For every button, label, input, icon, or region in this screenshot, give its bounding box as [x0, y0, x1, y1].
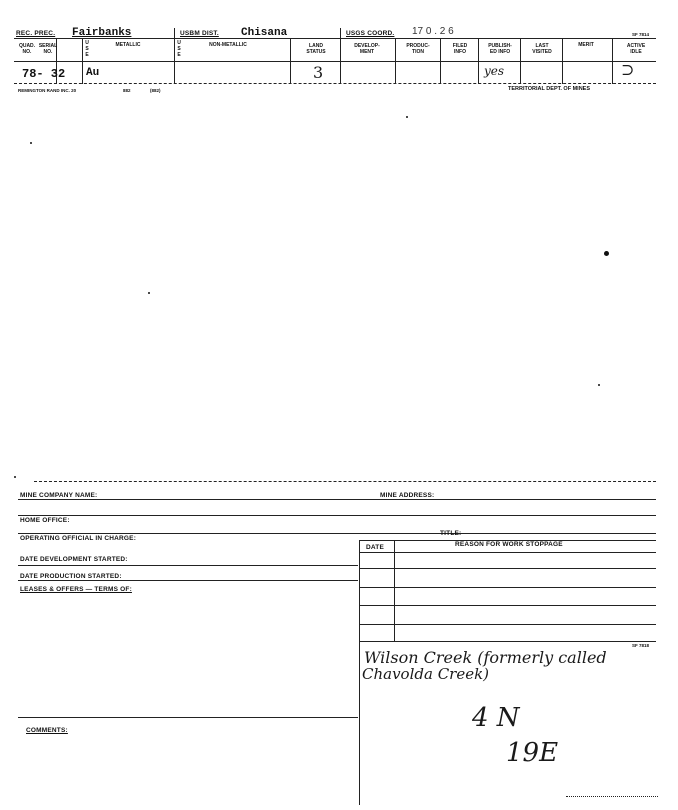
printer-imprint: REMINGTON RAND INC. 20: [18, 88, 77, 93]
col-development: DEVELOP- MENT: [354, 43, 380, 55]
stoppage-row: [359, 587, 656, 588]
record-metallic: Au: [86, 67, 100, 79]
card-top-edge: [34, 481, 656, 482]
stoppage-row: [359, 641, 656, 642]
top-rule-3: [14, 83, 656, 84]
record-published-info: yes: [484, 64, 505, 78]
handwritten-note-line-2: Chavolda Creek): [362, 665, 490, 683]
stoppage-left-edge: [359, 540, 360, 805]
handwritten-township: 4 N: [472, 703, 520, 733]
printer-code-b: (882): [150, 88, 161, 93]
record-quad-serial: 78- 32: [22, 67, 66, 81]
scan-speck: [148, 292, 150, 294]
scan-speck: [30, 142, 32, 144]
record-land-status: 3: [313, 63, 324, 82]
rule-dev-started: [18, 565, 358, 566]
stoppage-row: [359, 624, 656, 625]
usgs-coord-label: USGS COORD.: [346, 30, 395, 37]
col-filed-info: FILED INFO: [452, 43, 468, 55]
col-merit: MERIT: [578, 42, 594, 48]
rec-prec-label: REC. PREC.: [16, 30, 56, 37]
department-imprint: TERRITORIAL DEPT. OF MINES: [508, 86, 590, 92]
comments-label: COMMENTS:: [26, 727, 68, 734]
divider: [478, 38, 479, 84]
divider: [562, 38, 563, 84]
stoppage-header-bottom: [359, 552, 656, 553]
divider: [82, 38, 83, 84]
col-land-status: LAND STATUS: [306, 43, 326, 55]
handwritten-note-line-1: Wilson Creek (formerly called: [364, 648, 607, 667]
printer-code-a: 882: [123, 88, 131, 93]
top-rule-2: [14, 61, 656, 62]
divider: [340, 28, 341, 84]
col-use-metallic: U S E: [85, 40, 89, 58]
rule-prod-started: [18, 580, 358, 581]
scan-speck: [14, 476, 16, 478]
col-serial-no: SERIAL NO.: [38, 43, 58, 55]
col-metallic: METALLIC: [115, 42, 141, 48]
scan-speck: [406, 116, 408, 118]
divider: [290, 38, 291, 84]
leases-offers-label: LEASES & OFFERS — TERMS OF:: [20, 586, 132, 593]
home-office-label: HOME OFFICE:: [20, 517, 70, 524]
divider: [395, 38, 396, 84]
mine-company-name-label: MINE COMPANY NAME:: [20, 492, 98, 499]
col-active-idle: ACTIVE IDLE: [626, 43, 646, 55]
form-number-bottom: SF 7818: [632, 643, 650, 648]
col-production: PRODUC- TION: [406, 43, 430, 55]
handwritten-range: 19E: [506, 738, 559, 768]
col-published-info: PUBLISH- ED INFO: [488, 43, 512, 55]
scan-speck: [598, 384, 600, 386]
stoppage-date-divider: [394, 540, 395, 641]
date-production-started-label: DATE PRODUCTION STARTED:: [20, 573, 122, 580]
scan-speck: [604, 251, 609, 256]
col-nonmetallic: NON-METALLIC: [209, 42, 247, 48]
col-last-visited: LAST VISITED: [532, 43, 552, 55]
usgs-coord-value: 17 0 . 2 6: [412, 26, 454, 37]
rule-official: [18, 533, 656, 534]
rule-leases-end: [18, 717, 358, 718]
stoppage-row: [359, 568, 656, 569]
col-use-nonmetallic: U S E: [177, 40, 181, 58]
operating-official-label: OPERATING OFFICIAL IN CHARGE:: [20, 535, 137, 542]
rule-company: [18, 499, 656, 500]
stoppage-reason-header: REASON FOR WORK STOPPAGE: [455, 541, 563, 548]
rec-prec-value: Fairbanks: [72, 27, 132, 39]
date-development-started-label: DATE DEVELOPMENT STARTED:: [20, 556, 128, 563]
title-label: TITLE:: [440, 530, 462, 537]
col-quad-no: QUAD. NO.: [18, 43, 36, 55]
mine-address-label: MINE ADDRESS:: [380, 492, 435, 499]
usbm-dist-value: Chisana: [241, 27, 288, 39]
stoppage-row: [359, 605, 656, 606]
divider: [520, 38, 521, 84]
usbm-dist-label: USBM DIST.: [180, 30, 219, 37]
stoppage-date-header: DATE: [366, 544, 385, 551]
form-number-top: SF 7814: [632, 32, 650, 37]
record-active-idle-mark: ⊃: [621, 60, 635, 79]
rule-home-office: [18, 515, 656, 516]
divider: [612, 38, 613, 84]
scan-edge: [566, 796, 658, 797]
divider: [440, 38, 441, 84]
divider: [174, 28, 175, 84]
